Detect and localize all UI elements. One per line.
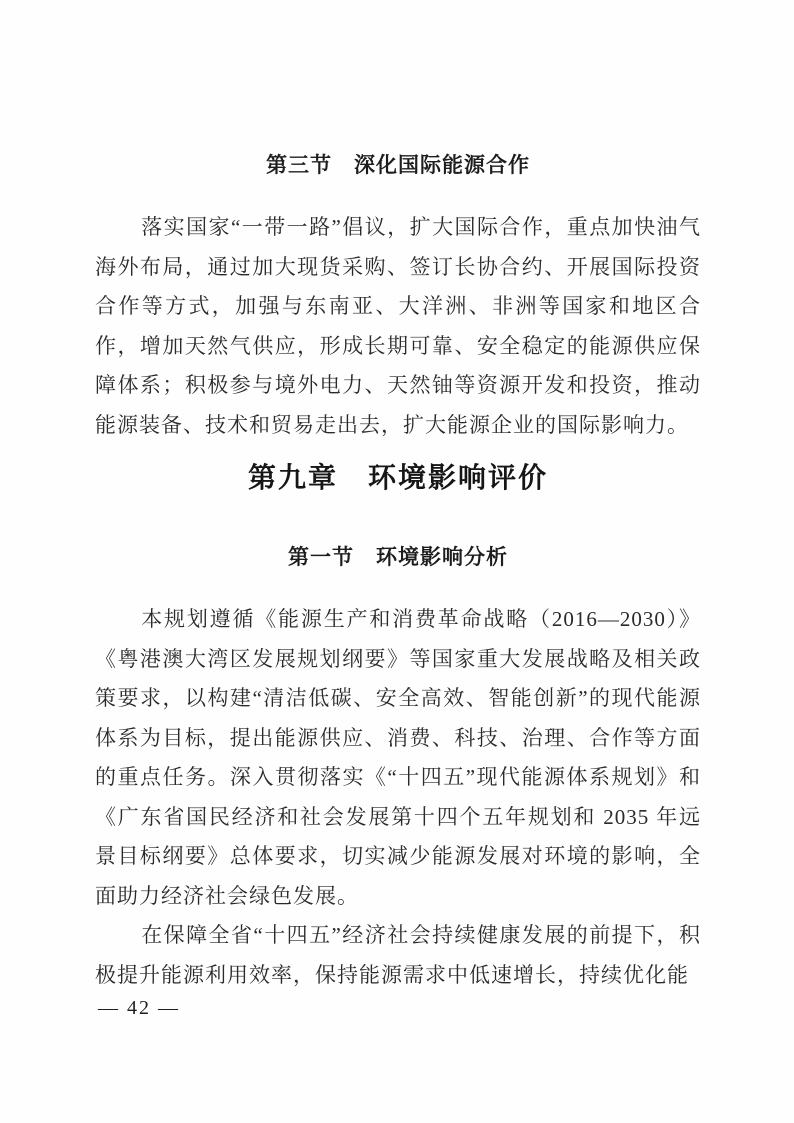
page-number: — 42 — (98, 997, 180, 1019)
paragraph-environment-impact: 本规划遵循《能源生产和消费革命战略（2016—2030）》《粤港澳大湾区发展规划纲要》等国家重大发展战略及相关政策要求，以构建“清洁低碳、安全高效、智能创新”的现代能源体系为目标，提出能源供应、消费、科技、治理、合作等方面的重点任务。深入贯彻落实《“十四五”现代能源体系规划》和《广东省国民经济和社会发展第十四个五年规划和 2035 年远景目标纲要》总体要求，切实减少能源发展对环境的影响，全面助力经济社会绿色发展。 (95, 607, 701, 908)
paragraph-energy-efficiency: 在保障全省“十四五”经济社会持续健康发展的前提下，积极提升能源利用效率，保持能源需求中低速增长，持续优化能 (95, 923, 701, 987)
section-1-heading: 第一节 环境影响分析 (288, 546, 508, 569)
section-3-heading: 第三节 深化国际能源合作 (266, 154, 530, 177)
chapter-9-heading: 第九章 环境影响评价 (247, 463, 548, 494)
paragraph-international-cooperation: 落实国家“一带一路”倡议，扩大国际合作，重点加快油气海外布局，通过加大现货采购、签订长协合约、开展国际投资合作等方式，加强与东南亚、大洋洲、非洲等国家和地区合作，增加天然气供应，形成长期可靠、安全稳定的能源供应保障体系；积极参与境外电力、天然铀等资源开发和投资，推动能源装备、技术和贸易走出去，扩大能源企业的国际影响力。 (95, 215, 701, 437)
